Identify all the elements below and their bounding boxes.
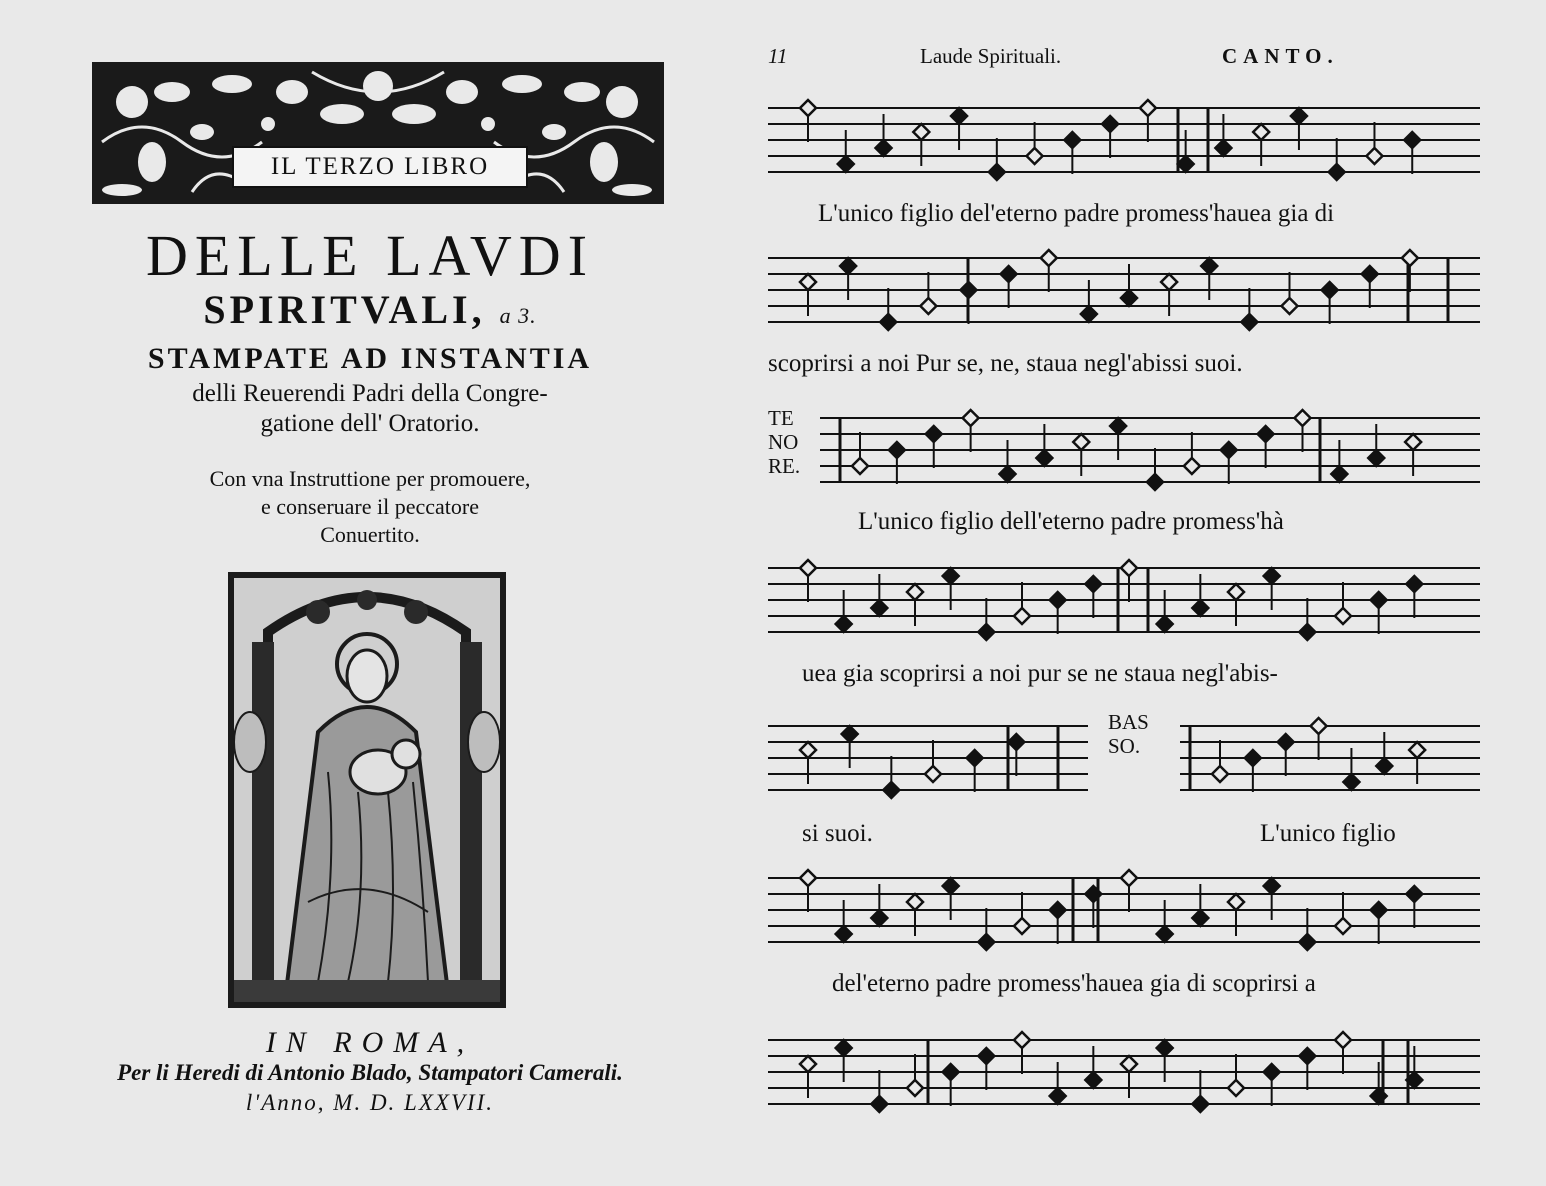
note [1201,258,1217,300]
note [1371,592,1387,634]
note [1073,434,1089,476]
main-title-line-1: DELLE LAVDI [145,223,595,288]
note [943,1064,959,1106]
note [1121,560,1137,602]
note [1228,584,1244,626]
note [1343,748,1359,790]
note [1215,114,1231,156]
note [920,272,936,314]
note [1368,424,1384,466]
staff-notation [768,1020,1480,1130]
note [1192,574,1208,616]
note [1322,282,1338,324]
note [1278,734,1294,776]
note [1402,250,1418,292]
staff-notation [1180,706,1480,806]
note [1245,750,1261,792]
note [876,114,892,156]
note [1253,124,1269,166]
note [1027,122,1043,164]
note [1050,902,1066,944]
main-title-line-4: delli Reuerendi Padri della Congre- [192,380,548,407]
note [943,568,959,610]
note [800,274,816,316]
imprint-year: l'Anno, M. D. LXXVII. [245,1090,495,1115]
note [871,574,887,616]
note [800,560,816,602]
note [1064,132,1080,174]
note [1228,894,1244,936]
staff-notation [768,88,1480,198]
note [1264,878,1280,920]
note [978,1048,994,1090]
music-page [740,0,1546,1186]
note [1085,1046,1101,1088]
running-title: Laude Spirituali. [920,44,1062,68]
note [1041,250,1057,292]
note [1264,568,1280,610]
note [1110,418,1126,460]
note [842,726,858,768]
music-staff [768,706,1088,806]
note [1001,266,1017,308]
note [1184,432,1200,474]
note [1157,590,1173,632]
note [1299,908,1315,950]
note [1291,108,1307,150]
title-word: SPIRITVALI, [203,287,486,332]
note [1362,266,1378,308]
main-title-line-5: gatione dell' Oratorio. [260,410,480,437]
voices-note: a 3. [499,303,537,328]
staff-notation [768,858,1480,958]
note [1014,582,1030,624]
note [1299,598,1315,640]
note [889,442,905,484]
note [1404,132,1420,174]
note [1000,440,1016,482]
note [871,1070,887,1112]
note [800,100,816,142]
note [978,908,994,950]
lyric-line: scoprirsi a noi Pur se, ne, staua negl'abissi suoi. [768,350,1243,377]
note [978,598,994,640]
note [880,288,896,330]
music-staff [1180,706,1480,806]
note [1376,732,1392,774]
subtitle-line-3: Conuertito. [320,522,420,547]
note [1335,892,1351,934]
note [1036,424,1052,466]
note [1241,288,1257,330]
note [926,426,942,468]
note [1299,1048,1315,1090]
note [963,410,979,452]
page-number: 11 [768,44,788,68]
note [1050,1062,1066,1104]
note [800,870,816,912]
note [913,124,929,166]
note [1335,1032,1351,1074]
staff-notation [820,398,1480,504]
note [840,258,856,300]
note [800,1056,816,1098]
note [1085,576,1101,618]
subtitle-line-2: e conseruare il peccatore [260,494,480,519]
note [1366,122,1382,164]
lyric-line: L'unico figlio del'eterno padre promess'hauea gia di [818,200,1335,227]
note [836,900,852,942]
voice-label-basso: BAS SO. [1108,710,1149,758]
note [1014,1032,1030,1074]
imprint-city: IN ROMA, [265,1026,475,1059]
note [1081,280,1097,322]
main-title-line-2 [0,286,740,333]
music-staff [768,548,1480,648]
note [1121,1056,1137,1098]
note [1157,900,1173,942]
main-title-line-3: STAMPATE AD INSTANTIA [147,342,593,375]
note [1178,130,1194,172]
note [1282,272,1298,314]
note [800,742,816,784]
note [1008,734,1024,776]
note [1140,100,1156,142]
note [1331,440,1347,482]
imprint-printer: Per li Heredi di Antonio Blado, Stampatori Camerali. [117,1060,623,1085]
staff-notation [768,706,1088,806]
lyric-line: uea gia scoprirsi a noi pur se ne staua negl'abis- [802,660,1278,687]
note [1311,718,1327,760]
note [1406,576,1422,618]
note [989,138,1005,180]
note [1050,592,1066,634]
note [1221,442,1237,484]
lyric-line: L'unico figlio [1260,820,1396,847]
part-name: CANTO. [1222,44,1339,68]
music-staff [768,858,1480,958]
note [836,1040,852,1082]
note [907,584,923,626]
banner-title: IL TERZO LIBRO [232,146,528,188]
voice-label-tenore: TE NO RE. [768,406,801,478]
note [925,740,941,782]
title-page [0,0,740,1186]
staff-notation [768,238,1480,338]
note [951,108,967,150]
lyric-line: L'unico figlio dell'eterno padre promess'hà [858,508,1284,535]
note [1228,1054,1244,1096]
madonna-and-child-woodcut [228,572,506,1008]
note [1212,740,1228,782]
note [1409,742,1425,784]
music-staff [768,88,1480,198]
subtitle-line-1: Con vna Instruttione per promouere, [209,466,531,491]
music-staff [768,1020,1480,1130]
note [1329,138,1345,180]
lyric-line: del'eterno padre promess'hauea gia di scoprirsi a [832,970,1316,997]
note [1157,1040,1173,1082]
music-staff [820,398,1480,504]
note [967,750,983,792]
note [1406,886,1422,928]
staff-notation [768,548,1480,648]
note [907,1054,923,1096]
note [1102,116,1118,158]
note [1121,264,1137,306]
note [883,756,899,798]
note [961,282,977,324]
note [1405,434,1421,476]
note [836,590,852,632]
lyric-line: si suoi. [802,820,873,847]
note [1371,902,1387,944]
note [1335,582,1351,624]
note [1192,884,1208,926]
note [1264,1064,1280,1106]
note [1258,426,1274,468]
note [1192,1070,1208,1112]
note [838,130,854,172]
note [871,884,887,926]
note [943,878,959,920]
music-staff [768,238,1480,338]
note [907,894,923,936]
note [1014,892,1030,934]
note [1161,274,1177,316]
note [1295,410,1311,452]
note [1147,448,1163,490]
note [852,432,868,474]
note [1121,870,1137,912]
